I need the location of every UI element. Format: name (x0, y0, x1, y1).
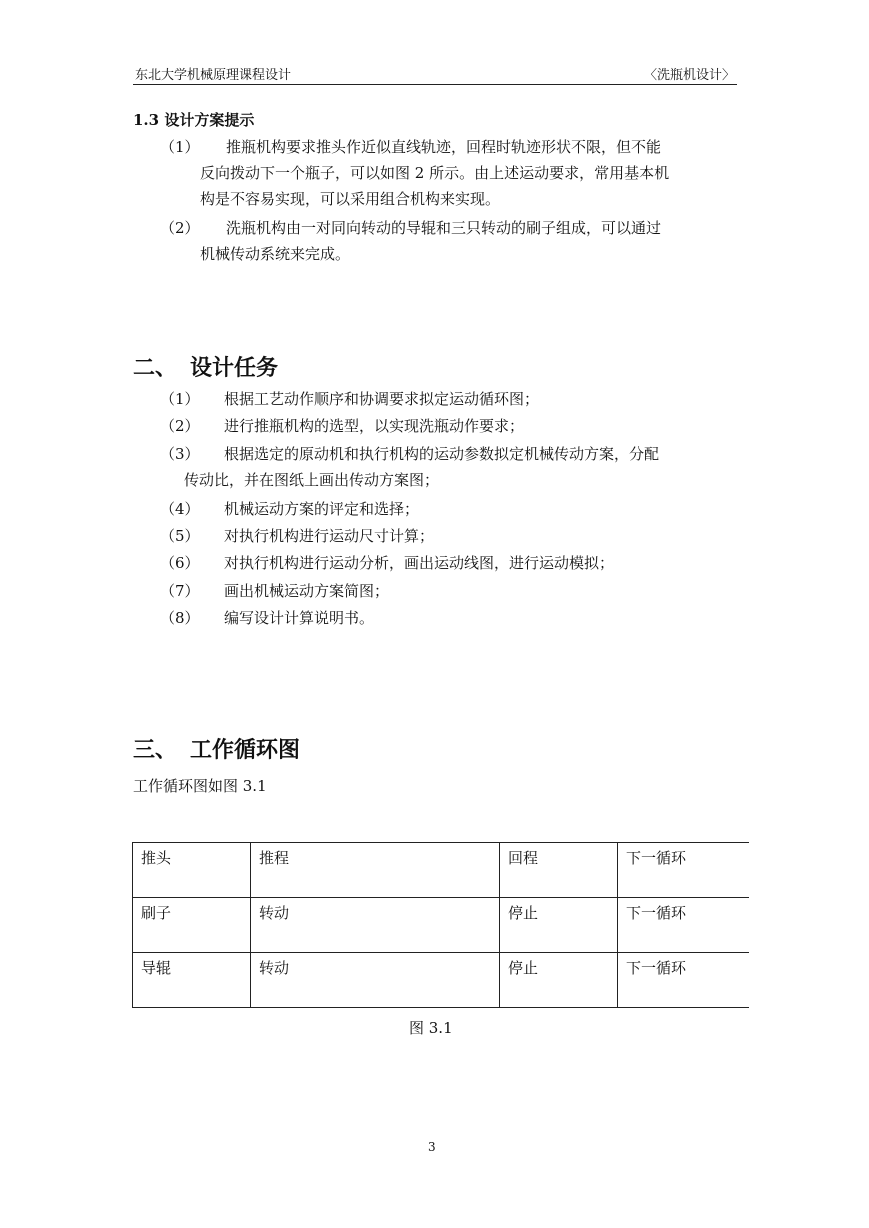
task-item-number: （4） (160, 500, 200, 518)
task-item-line: 机械运动方案的评定和选择； (224, 500, 420, 518)
table-row (133, 898, 749, 953)
table-cell: 导辊 (133, 953, 251, 1008)
task-item-7 (160, 578, 740, 604)
section-3-heading (133, 733, 433, 763)
section-3-number: 三、 (133, 737, 178, 763)
task-item-5 (160, 523, 740, 549)
task-item-6 (160, 550, 740, 576)
table-cell: 下一循环 (618, 843, 749, 898)
section-2-title: 设计任务 (190, 355, 279, 381)
task-item-number: （8） (160, 609, 200, 627)
task-item-number: （5） (160, 527, 200, 545)
table-cell: 停止 (500, 898, 618, 953)
task-item-line: 传动比，并在图纸上画出传动方案图； (184, 471, 440, 489)
figure-caption: 图 3.1 (409, 1019, 453, 1037)
hint-item-line: 洗瓶机构由一对同向转动的导辊和三只转动的刷子组成，可以通过 (226, 219, 662, 237)
table-cell: 转动 (251, 953, 500, 1008)
section-2-heading (133, 351, 433, 381)
table-row (133, 843, 749, 898)
task-item-line: 对执行机构进行运动分析，画出运动线图，进行运动模拟； (224, 554, 615, 572)
table-cell: 下一循环 (618, 953, 749, 1008)
section-3-intro: 工作循环图如图 3.1 (133, 777, 267, 795)
table-cell: 下一循环 (618, 898, 749, 953)
table-row (133, 953, 749, 1008)
task-item-number: （1） (160, 390, 200, 408)
hint-item-line: 反向拨动下一个瓶子，可以如图 2 所示。由上述运动要求，常用基本机 (200, 164, 670, 182)
task-item-number: （6） (160, 554, 200, 572)
section-2-number: 二、 (133, 355, 178, 381)
page-header (133, 62, 737, 85)
section-1-3-title: 1.3 设计方案提示 (133, 111, 255, 129)
hint-item-line: 机械传动系统来完成。 (200, 245, 351, 263)
hint-item-2 (160, 215, 740, 267)
task-item-2 (160, 413, 740, 439)
table-cell: 推头 (133, 843, 251, 898)
table-cell: 刷子 (133, 898, 251, 953)
task-item-1 (160, 386, 740, 412)
header-course-title: 东北大学机械原理课程设计 (135, 68, 292, 83)
task-item-line: 画出机械运动方案简图； (224, 582, 390, 600)
task-item-number: （3） (160, 445, 200, 463)
task-item-line: 根据选定的原动机和执行机构的运动参数拟定机械传动方案，分配 (224, 445, 660, 463)
task-item-8 (160, 605, 740, 631)
hint-item-line: 推瓶机构要求推头作近似直线轨迹，回程时轨迹形状不限，但不能 (226, 138, 662, 156)
header-project-title: 〈洗瓶机设计〉 (643, 68, 735, 83)
task-item-number: （7） (160, 582, 200, 600)
hint-item-number: （1） (160, 138, 200, 156)
task-item-number: （2） (160, 417, 200, 435)
task-item-4 (160, 496, 740, 522)
task-item-line: 编写设计计算说明书。 (224, 609, 375, 627)
table-cell: 停止 (500, 953, 618, 1008)
hint-item-number: （2） (160, 219, 200, 237)
task-item-line: 进行推瓶机构的选型，以实现洗瓶动作要求； (224, 417, 525, 435)
table-cell: 推程 (251, 843, 500, 898)
table-cell: 回程 (500, 843, 618, 898)
task-item-line: 对执行机构进行运动尺寸计算； (224, 527, 435, 545)
section-3-title: 工作循环图 (190, 737, 301, 763)
task-item-line: 根据工艺动作顺序和协调要求拟定运动循环图； (224, 390, 540, 408)
hint-item-1 (160, 134, 740, 212)
work-cycle-table (132, 842, 749, 1008)
hint-item-line: 构是不容易实现，可以采用组合机构来实现。 (200, 190, 501, 208)
task-item-3 (160, 441, 740, 493)
page-number: 3 (428, 1140, 436, 1154)
table-cell: 转动 (251, 898, 500, 953)
